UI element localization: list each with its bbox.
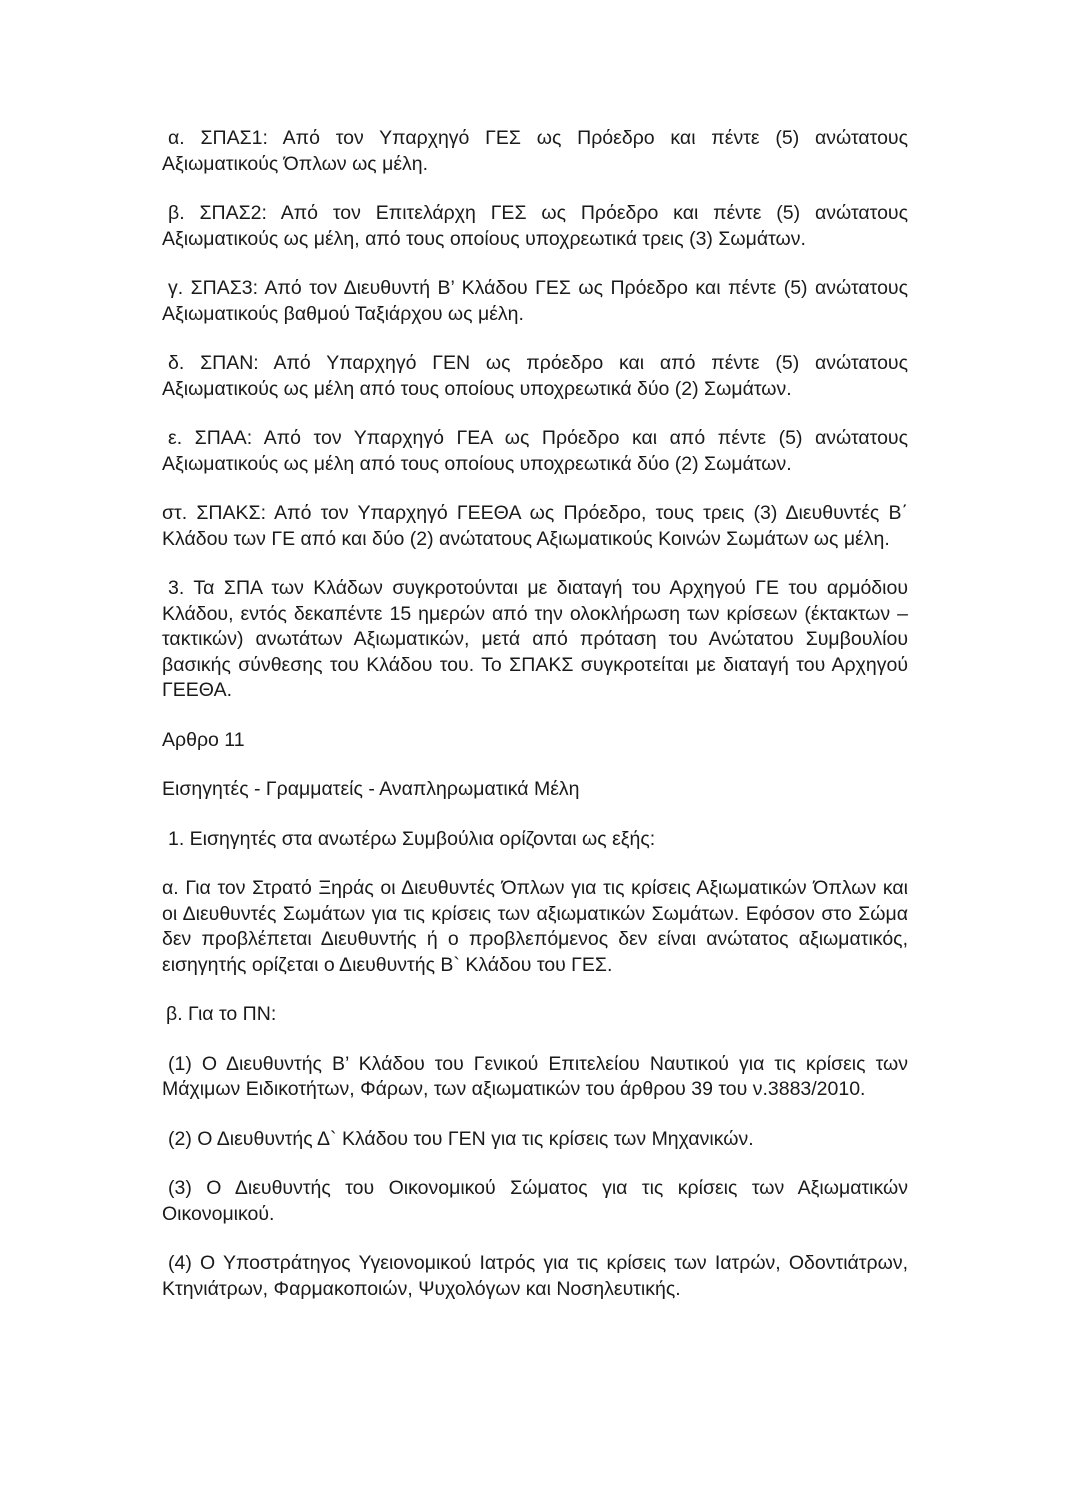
paragraph-spaks: στ. ΣΠΑΚΣ: Από τον Υπαρχηγό ΓΕΕΘΑ ως Πρόεδρο, τους τρεις (3) Διευθυντές Β΄ Κλάδου των ΓΕ από και δύο (2) ανώτατους Αξιωματικούς Κοινών Σωμάτων ως μέλη. — [162, 502, 908, 550]
paragraph-navy-3: (3) Ο Διευθυντής του Οικονομικού Σώματος για τις κρίσεις των Αξιωματικών Οικονομικού. — [162, 1177, 908, 1225]
paragraph-navy-heading: β. Για το ΠΝ: — [166, 1003, 277, 1025]
paragraph-navy-1: (1) Ο Διευθυντής Β’ Κλάδου του Γενικού Επιτελείου Ναυτικού για τις κρίσεις των Μάχιμων Ειδικοτήτων, Φάρων, των αξιωματικών του άρθρου 39 του ν.3883/2010. — [162, 1052, 908, 1100]
paragraph-army-rapporteurs: α. Για τον Στρατό Ξηράς οι Διευθυντές Όπλων για τις κρίσεις Αξιωματικών Όπλων και οι Διευθυντές Σωμάτων για τις κρίσεις των αξιωματικών Σωμάτων. Εφόσον στο Σώμα δεν προβλέπεται Διευθυντής ή ο προβλεπόμενος δεν είναι ανώτατος αξιωματικός, εισηγητής ορίζεται ο Διευθυντής Β` Κλάδου του ΓΕΣ. — [162, 877, 908, 976]
paragraph-spas1: α. ΣΠΑΣ1: Από τον Υπαρχηγό ΓΕΣ ως Πρόεδρο και πέντε (5) ανώτατους Αξιωματικούς Όπλων ως μέλη. — [162, 127, 908, 175]
paragraph-navy-4: (4) Ο Υποστράτηγος Υγειονομικού Ιατρός για τις κρίσεις των Ιατρών, Οδοντιάτρων, Κτηνιάτρων, Φαρμακοποιών, Ψυχολόγων και Νοσηλευτικής. — [162, 1252, 908, 1300]
paragraph-spas3: γ. ΣΠΑΣ3: Από τον Διευθυντή Β’ Κλάδου ΓΕΣ ως Πρόεδρο και πέντε (5) ανώτατους Αξιωματικούς βαθμού Ταξιάρχου ως μέλη. — [162, 277, 908, 325]
article-title: Εισηγητές - Γραμματείς - Αναπληρωματικά Μέλη — [162, 778, 580, 800]
document-body — [162, 126, 908, 1326]
paragraph-navy-2: (2) Ο Διευθυντής Δ` Κλάδου του ΓΕΝ για τις κρίσεις των Μηχανικών. — [168, 1127, 754, 1150]
paragraph-item-3: 3. Τα ΣΠΑ των Κλάδων συγκροτούνται με διαταγή του Αρχηγού ΓΕ του αρμόδιου Κλάδου, εντός δεκαπέντε 15 ημερών από την ολοκλήρωση των κρίσεων (έκτακτων – τακτικών) ανωτάτων Αξιωματικών, μετά από πρόταση του Ανώτατου Συμβουλίου βασικής σύνθεσης του Κλάδου του. Το ΣΠΑΚΣ συγκροτείται με διαταγή του Αρχηγού ΓΕΕΘΑ. — [162, 577, 908, 701]
paragraph-item-1: 1. Εισηγητές στα ανωτέρω Συμβούλια ορίζονται ως εξής: — [168, 827, 656, 850]
paragraph-spas2: β. ΣΠΑΣ2: Από τον Επιτελάρχη ΓΕΣ ως Πρόεδρο και πέντε (5) ανώτατους Αξιωματικούς ως μέλη, από τους οποίους υποχρεωτικά τρεις (3) Σωμάτων. — [162, 202, 908, 250]
paragraph-spaa: ε. ΣΠΑΑ: Από τον Υπαρχηγό ΓΕΑ ως Πρόεδρο και από πέντε (5) ανώτατους Αξιωματικούς ως μέλη από τους οποίους υποχρεωτικά δύο (2) Σωμάτων. — [162, 427, 908, 475]
paragraph-span: δ. ΣΠΑΝ: Από Υπαρχηγό ΓΕΝ ως πρόεδρο και από πέντε (5) ανώτατους Αξιωματικούς ως μέλη από τους οποίους υποχρεωτικά δύο (2) Σωμάτων. — [162, 352, 908, 400]
article-heading: Αρθρο 11 — [162, 728, 245, 751]
